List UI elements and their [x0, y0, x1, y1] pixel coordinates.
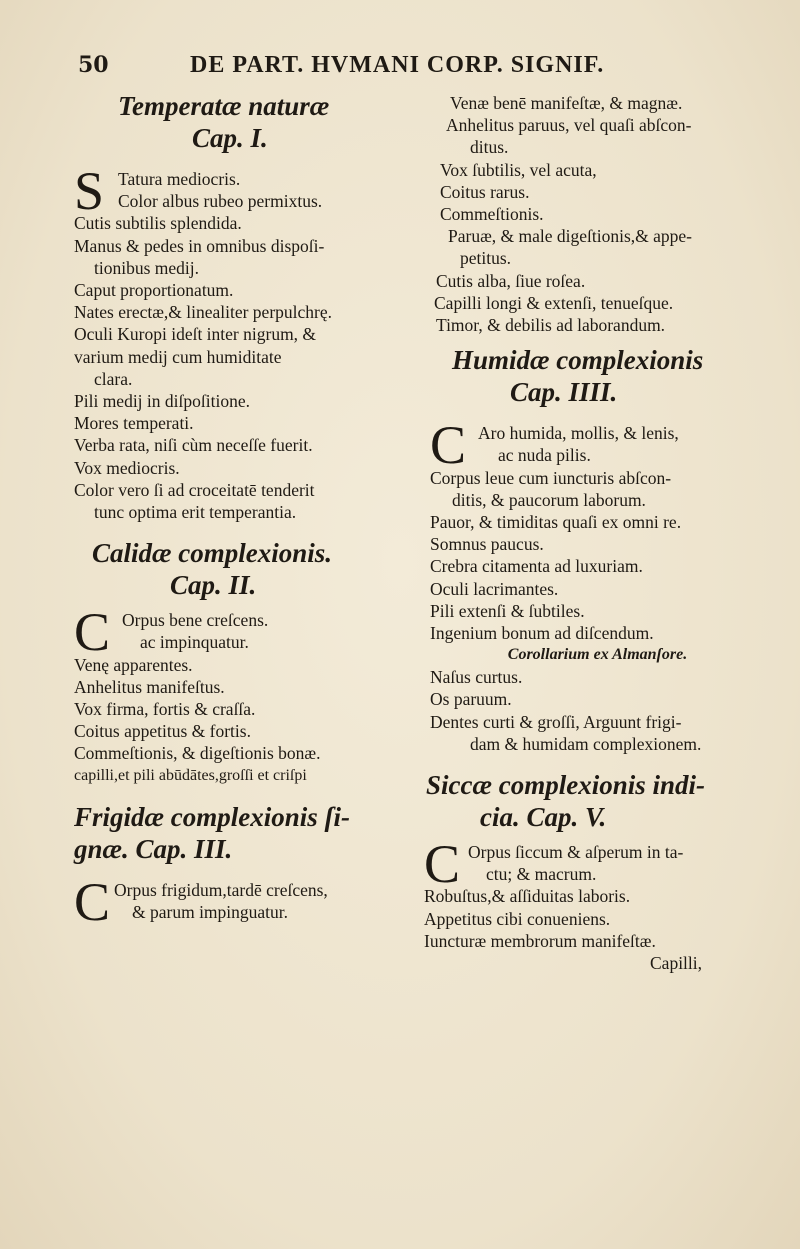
text-line: ac impinquatur. [140, 632, 249, 653]
text-line: Nates erectæ,& linealiter perpulchrę. [74, 302, 333, 323]
paragraph [74, 161, 414, 523]
text-line: Tatura mediocris. [118, 169, 241, 189]
text-line: Venę apparentes. [74, 654, 193, 675]
text-line: capilli,et pili abūdātes,groſſi et criſpi [74, 766, 307, 784]
text-line: Oculi Kuropi ideſt inter nigrum, & [74, 324, 317, 345]
text-line: clara. [94, 368, 133, 389]
page-number: 50 [78, 52, 109, 78]
paragraph [74, 871, 414, 932]
text-line: Commeſtionis. [440, 204, 544, 225]
right-column [420, 92, 765, 974]
text-line: Os paruum. [430, 689, 512, 710]
text-line: Appetitus cibi conueniens. [424, 908, 611, 929]
text-line: Pauor, & timiditas quaſi ex omni re. [430, 512, 682, 533]
text-line: Orpus ſiccum & aſperum in ta- [468, 842, 684, 863]
text-line: Vox ſubtilis, vel acuta, [440, 159, 597, 180]
text-line: Mores temperati. [74, 413, 194, 434]
drop-cap: C [424, 834, 461, 895]
text-line: Cutis subtilis splendida. [74, 213, 242, 234]
text-line: Crebra citamenta ad luxuriam. [430, 556, 643, 577]
text-line: Caput proportionatum. [74, 280, 234, 301]
chapter-label: gnæ. Cap. III. [74, 833, 233, 864]
section-heading: Frigidæ complexionis ſi- [74, 801, 350, 832]
text-line: ditis, & paucorum laborum. [452, 489, 646, 510]
text-line: & parum impinguatur. [132, 902, 289, 923]
text-line: Robuſtus,& aſſiduitas laboris. [424, 886, 631, 907]
text-line: Commeſtionis, & digeſtionis bonæ. [74, 743, 321, 764]
drop-cap: C [74, 602, 111, 663]
text-line: Corpus leue cum iuncturis abſcon- [430, 467, 672, 488]
drop-cap: S [74, 161, 105, 221]
text-line: Timor, & debilis ad laborandum. [436, 315, 666, 336]
catchword: Capilli, [650, 953, 703, 974]
text-line: Pili medij in diſpoſitione. [74, 391, 250, 412]
text-line: Pili extenſi & ſubtiles. [430, 600, 585, 621]
text-line: Orpus frigidum,tardē creſcens, [114, 879, 328, 900]
drop-cap: C [430, 415, 467, 476]
text-line: ctu; & macrum. [486, 864, 597, 885]
left-column [74, 90, 414, 932]
text-line: Color vero ſi ad croceitatē tenderit [74, 479, 315, 500]
section-heading: Humidæ complexionis [452, 345, 704, 376]
text-line: varium medij cum humiditate [74, 346, 282, 367]
text-line: Ingenium bonum ad diſcendum. [430, 623, 654, 644]
paragraph [74, 602, 414, 787]
text-line: Vox mediocris. [74, 457, 180, 478]
section-heading: Temperatæ naturæ [118, 91, 330, 121]
section-heading: Siccæ complexionis indi- [426, 770, 705, 801]
page-header [78, 52, 698, 82]
text-line: Verba rata, niſi cùm neceſſe fuerit. [74, 435, 313, 456]
text-line: Venæ benē manifeſtæ, & magnæ. [450, 93, 683, 113]
drop-cap: C [74, 871, 111, 932]
chapter-label: Cap. I. [192, 123, 268, 153]
text-line: tionibus medij. [94, 257, 199, 278]
section-heading: Calidæ complexionis. [92, 538, 333, 569]
running-title: DE PART. HVMANI CORP. SIGNIF. [190, 52, 605, 78]
chapter-label: Cap. IIII. [510, 377, 618, 408]
corollary-heading: Corollarium ex Almanſore. [507, 646, 688, 664]
text-line: Naſus curtus. [430, 667, 523, 688]
paragraph [420, 834, 765, 974]
text-line: Dentes curti & groſſi, Arguunt frigi- [430, 711, 682, 732]
chapter-label: Cap. II. [170, 570, 257, 601]
text-line: Aro humida, mollis, & lenis, [478, 423, 679, 444]
text-line: Oculi lacrimantes. [430, 578, 559, 599]
text-line: Anhelitus manifeſtus. [74, 676, 225, 697]
text-line: Color albus rubeo permixtus. [118, 191, 323, 212]
text-line: tunc optima erit temperantia. [94, 502, 297, 523]
text-line: petitus. [460, 248, 512, 269]
text-line: Cutis alba, ſiue roſea. [436, 270, 586, 291]
text-line: Anhelitus paruus, vel quaſi abſcon- [446, 115, 692, 136]
text-line: dam & humidam complexionem. [470, 733, 702, 754]
text-line: ditus. [470, 137, 509, 158]
text-line: ac nuda pilis. [498, 445, 591, 466]
text-line: Somnus paucus. [430, 534, 544, 555]
text-line: Capilli longi & extenſi, tenueſque. [434, 292, 674, 313]
text-line: Coitus appetitus & fortis. [74, 721, 251, 742]
text-line: Iuncturæ membrorum manifeſtæ. [424, 930, 656, 951]
text-line: Manus & pedes in omnibus dispoſi- [74, 235, 325, 256]
text-line: Orpus bene creſcens. [122, 610, 269, 631]
text-line: Paruæ, & male digeſtionis,& appe- [448, 226, 692, 247]
paragraph [420, 415, 765, 755]
text-line: Vox firma, fortis & craſſa. [74, 699, 256, 720]
chapter-label: cia. Cap. V. [480, 802, 607, 833]
text-line: Coitus rarus. [440, 181, 530, 202]
